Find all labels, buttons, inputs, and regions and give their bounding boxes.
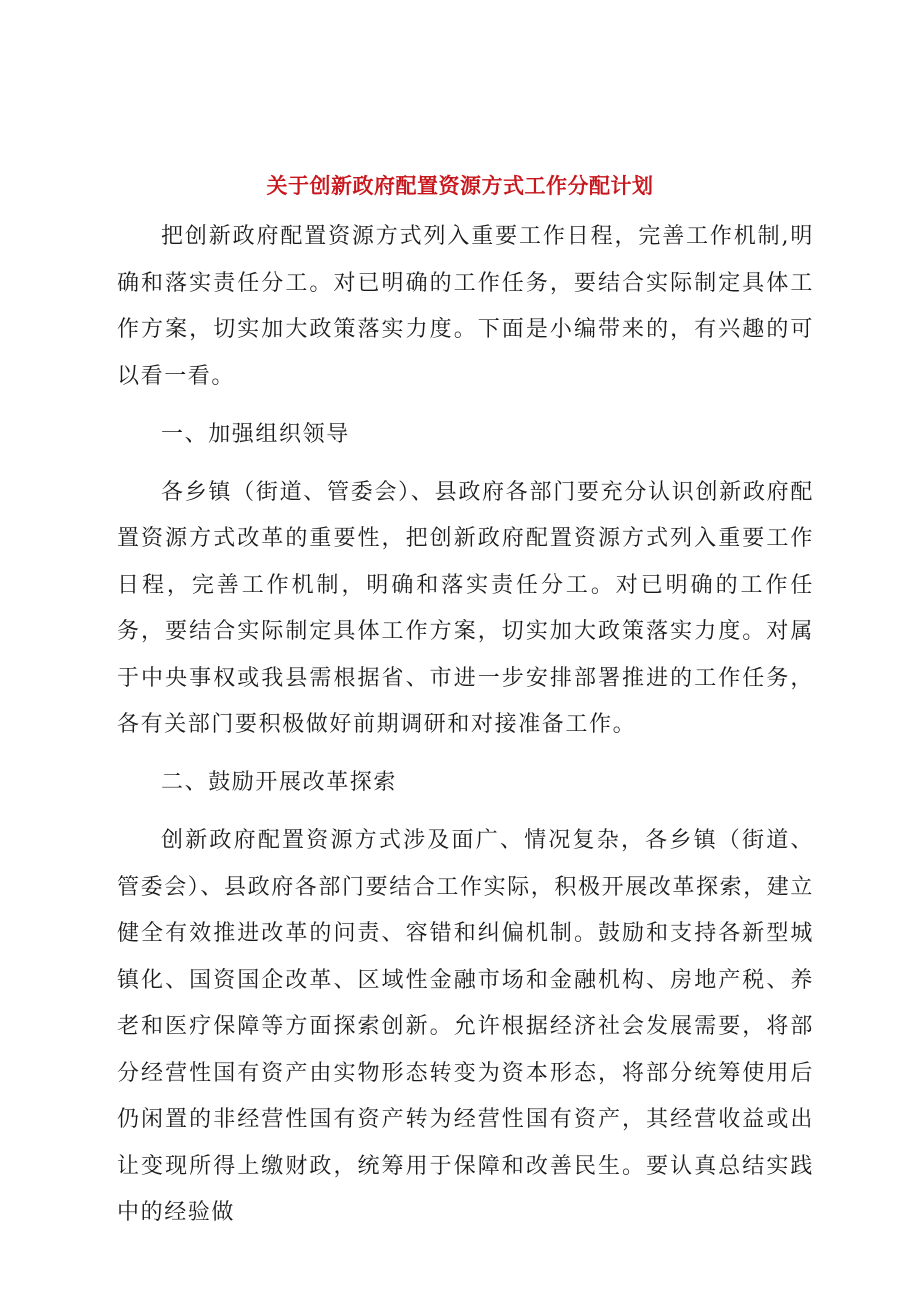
section-2-paragraph: 创新政府配置资源方式涉及面广、情况复杂，各乡镇（街道、管委会）、县政府各部门要结合工作实际，积极开展改革探索，建立健全有效推进改革的问责、容错和纠偏机制。鼓励和支持各新型城镇化、国资国企改革、区域性金融市场和金融机构、房地产税、养老和医疗保障等方面探索创新。允许根据经济社会发展需要，将部分经营性国有资产由实物形态转变为资本形态，将部分统筹使用后仍闲置的非经营性国有资产转为经营性国有资产，其经营收益或出让变现所得上缴财政，统筹用于保障和改善民生。要认真总结实践中的经验做 [117,828,815,1225]
intro-paragraph: 把创新政府配置资源方式列入重要工作日程，完善工作机制,明确和落实责任分工。对已明确的工作任务，要结合实际制定具体工作方案，切实加大政策落实力度。下面是小编带来的，有兴趣的可以看一看。 [117,224,814,389]
section-heading-2: 二、鼓励开展改革探索 [161,770,398,795]
section-heading-1: 一、加强组织领导 [161,421,350,447]
section-1-paragraph: 各乡镇（街道、管委会）、县政府各部门要充分认识创新政府配置资源方式改革的重要性，把创新政府配置资源方式列入重要工作日程，完善工作机制，明确和落实责任分工。对已明确的工作任务，要结合实际制定具体工作方案，切实加大政策落实力度。对属于中央事权或我县需根据省、市进一步安排部署推进的工作任务，各有关部门要积极做好前期调研和对接准备工作。 [117,479,814,737]
document-title: 关于创新政府配置资源方式工作分配计划 [266,174,654,198]
document-body [117,214,814,1248]
